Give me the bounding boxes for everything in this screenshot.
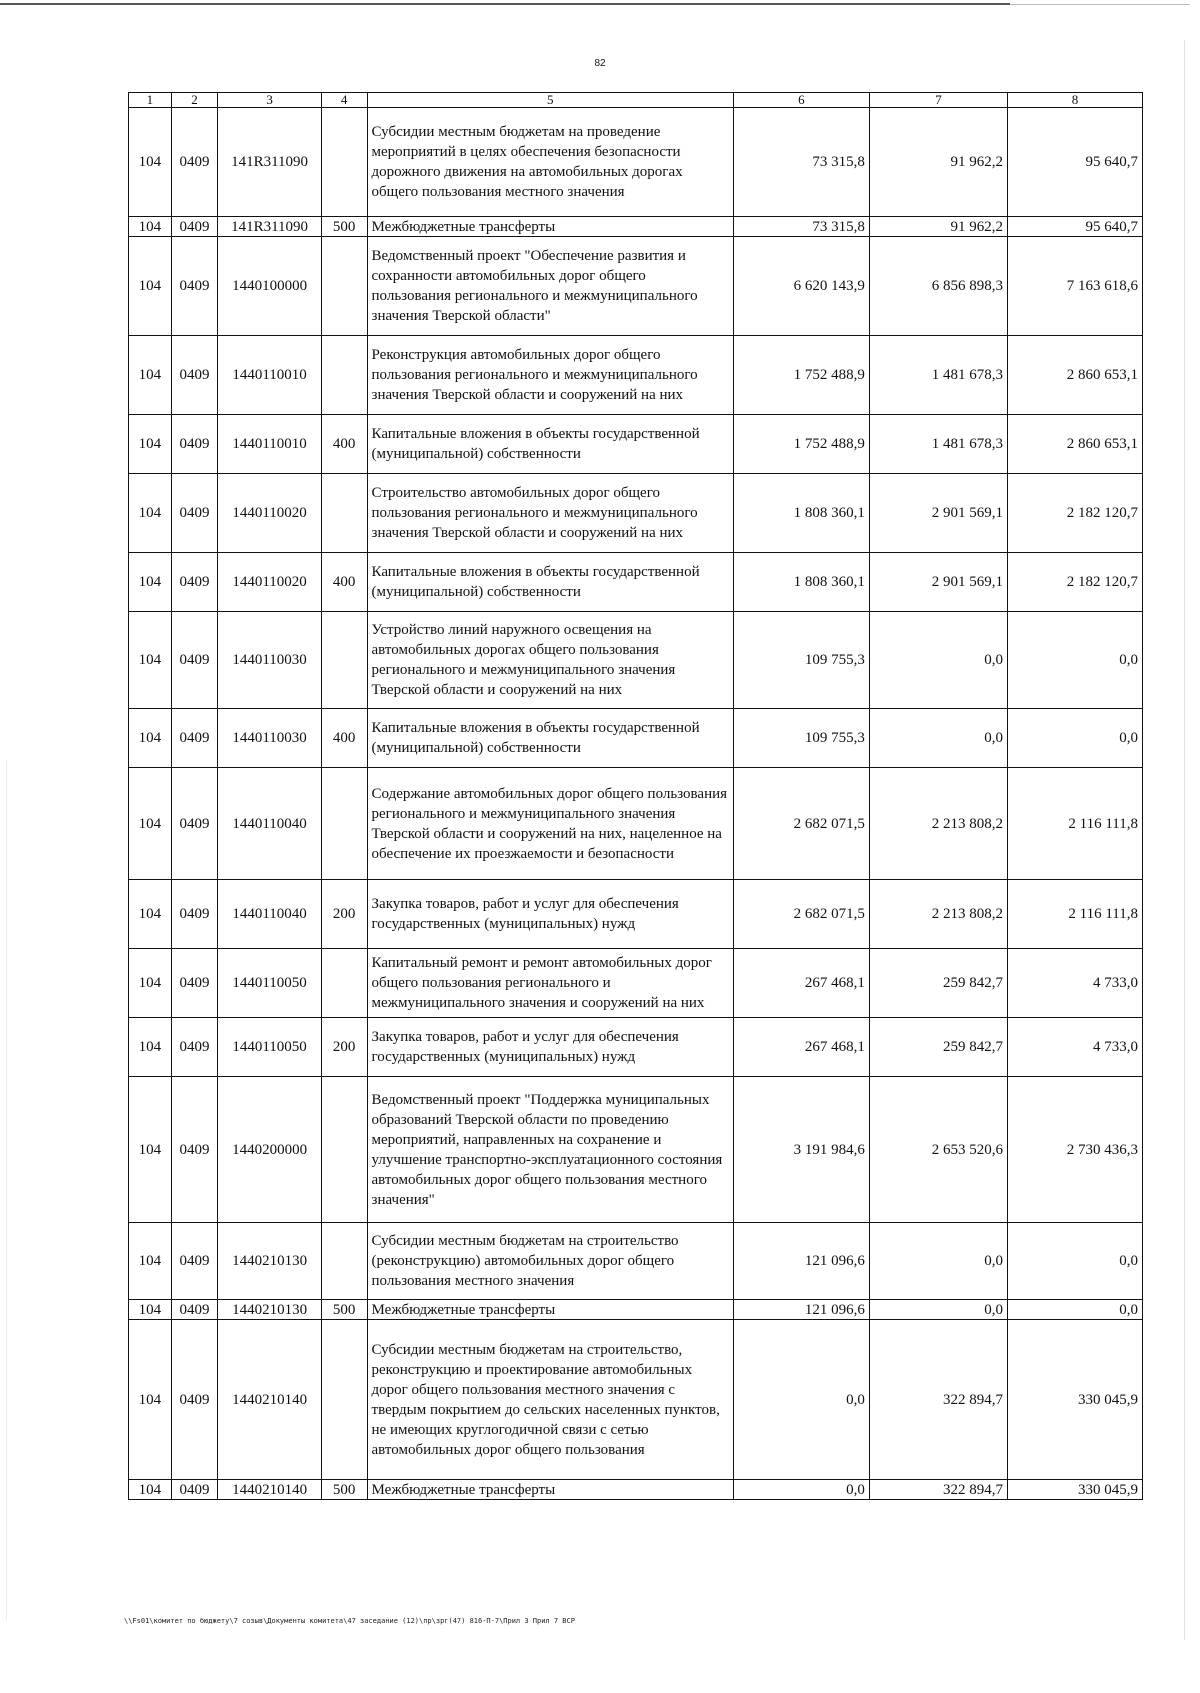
row-value7-cell: 2 901 569,1 [869,474,1007,553]
row-description-cell: Строительство автомобильных дорог общего пользования регионального и межмуниципального значения Тверской области и сооружений на них [367,474,733,553]
row-col2-cell: 0409 [171,612,218,709]
row-col2-cell: 0409 [171,415,218,474]
row-value6-cell: 1 752 488,9 [733,415,869,474]
row-col1-cell: 104 [129,1300,172,1320]
row-value8-cell: 2 860 653,1 [1007,336,1142,415]
row-code-cell: 1440210140 [218,1480,322,1500]
row-description-cell: Закупка товаров, работ и услуг для обеспечения государственных (муниципальных) нужд [367,1018,733,1077]
table-row [129,612,1143,709]
row-description-cell: Субсидии местным бюджетам на строительство (реконструкцию) автомобильных дорог общего пользования местного значения [367,1223,733,1300]
row-col1-cell: 104 [129,1018,172,1077]
row-type-cell: 400 [321,415,367,474]
row-value8-cell: 2 730 436,3 [1007,1077,1142,1223]
row-value8-cell: 2 860 653,1 [1007,415,1142,474]
row-code-cell: 1440110030 [218,612,322,709]
row-type-cell [321,1077,367,1223]
row-value6-cell: 6 620 143,9 [733,237,869,336]
row-value6-cell: 2 682 071,5 [733,880,869,949]
row-col2-cell: 0409 [171,553,218,612]
row-value6-cell: 121 096,6 [733,1300,869,1320]
row-col1-cell: 104 [129,1320,172,1480]
row-description-cell: Капитальные вложения в объекты государственной (муниципальной) собственности [367,415,733,474]
table-row [129,336,1143,415]
row-value6-cell: 121 096,6 [733,1223,869,1300]
header-cell: 2 [171,93,218,108]
row-col2-cell: 0409 [171,217,218,237]
row-description-cell: Субсидии местным бюджетам на проведение мероприятий в целях обеспечения безопасности дорожного движения на автомобильных дорогах общего пользования местного значения [367,108,733,217]
row-col1-cell: 104 [129,709,172,768]
header-cell: 8 [1007,93,1142,108]
row-col1-cell: 104 [129,415,172,474]
row-col2-cell: 0409 [171,108,218,217]
budget-table [128,92,1143,1500]
row-col1-cell: 104 [129,768,172,880]
row-value8-cell: 2 116 111,8 [1007,880,1142,949]
table-row [129,1018,1143,1077]
row-code-cell: 1440110010 [218,336,322,415]
row-col2-cell: 0409 [171,1320,218,1480]
row-value7-cell: 91 962,2 [869,217,1007,237]
table-row [129,237,1143,336]
row-value8-cell: 7 163 618,6 [1007,237,1142,336]
scan-top-border-faint [1010,4,1190,5]
header-cell: 3 [218,93,322,108]
scan-top-border [0,3,1010,5]
row-col2-cell: 0409 [171,709,218,768]
row-type-cell [321,336,367,415]
row-description-cell: Межбюджетные трансферты [367,1480,733,1500]
table-row [129,709,1143,768]
row-value7-cell: 0,0 [869,1223,1007,1300]
row-col2-cell: 0409 [171,336,218,415]
row-value7-cell: 1 481 678,3 [869,336,1007,415]
row-value7-cell: 1 481 678,3 [869,415,1007,474]
row-type-cell: 200 [321,1018,367,1077]
table-row [129,415,1143,474]
row-type-cell: 500 [321,1300,367,1320]
row-value8-cell: 330 045,9 [1007,1480,1142,1500]
row-value6-cell: 1 808 360,1 [733,553,869,612]
row-value7-cell: 91 962,2 [869,108,1007,217]
row-type-cell [321,1223,367,1300]
header-row [129,93,1143,108]
row-value8-cell: 2 182 120,7 [1007,553,1142,612]
row-code-cell: 1440110040 [218,880,322,949]
row-code-cell: 1440210140 [218,1320,322,1480]
table-row [129,1320,1143,1480]
table-row [129,949,1143,1018]
row-value7-cell: 0,0 [869,709,1007,768]
row-value6-cell: 1 752 488,9 [733,336,869,415]
row-code-cell: 1440210130 [218,1223,322,1300]
row-value6-cell: 2 682 071,5 [733,768,869,880]
row-description-cell: Устройство линий наружного освещения на автомобильных дорогах общего пользования регионального и межмуниципального значения Тверской области и сооружений на них [367,612,733,709]
row-value8-cell: 0,0 [1007,612,1142,709]
row-value7-cell: 2 213 808,2 [869,768,1007,880]
row-value8-cell: 2 116 111,8 [1007,768,1142,880]
row-value7-cell: 6 856 898,3 [869,237,1007,336]
row-col1-cell: 104 [129,880,172,949]
table-row [129,553,1143,612]
row-col1-cell: 104 [129,474,172,553]
row-value8-cell: 0,0 [1007,709,1142,768]
row-description-cell: Капитальный ремонт и ремонт автомобильных дорог общего пользования регионального и межмуниципального значения и сооружений на них [367,949,733,1018]
row-code-cell: 1440110020 [218,474,322,553]
row-col1-cell: 104 [129,1077,172,1223]
table-row [129,108,1143,217]
header-cell: 1 [129,93,172,108]
row-description-cell: Ведомственный проект "Обеспечение развития и сохранности автомобильных дорог общего пользования регионального и межмуниципального значения Тверской области" [367,237,733,336]
table-row [129,1077,1143,1223]
row-value7-cell: 259 842,7 [869,949,1007,1018]
row-value8-cell: 0,0 [1007,1223,1142,1300]
row-description-cell: Капитальные вложения в объекты государственной (муниципальной) собственности [367,553,733,612]
row-type-cell: 200 [321,880,367,949]
table-row [129,768,1143,880]
row-description-cell: Межбюджетные трансферты [367,1300,733,1320]
row-col1-cell: 104 [129,949,172,1018]
row-value7-cell: 2 901 569,1 [869,553,1007,612]
table-row [129,880,1143,949]
row-col1-cell: 104 [129,217,172,237]
row-value7-cell: 0,0 [869,1300,1007,1320]
row-value7-cell: 0,0 [869,612,1007,709]
row-description-cell: Закупка товаров, работ и услуг для обеспечения государственных (муниципальных) нужд [367,880,733,949]
row-col1-cell: 104 [129,237,172,336]
row-value8-cell: 95 640,7 [1007,108,1142,217]
row-type-cell [321,768,367,880]
row-col1-cell: 104 [129,1480,172,1500]
row-col1-cell: 104 [129,553,172,612]
row-col2-cell: 0409 [171,949,218,1018]
row-type-cell [321,237,367,336]
table-row [129,1300,1143,1320]
row-code-cell: 1440110020 [218,553,322,612]
scan-right-edge [1184,40,1185,1640]
row-type-cell: 400 [321,553,367,612]
row-value8-cell: 330 045,9 [1007,1320,1142,1480]
page-number: 82 [594,58,606,69]
row-col2-cell: 0409 [171,474,218,553]
row-value7-cell: 2 653 520,6 [869,1077,1007,1223]
row-value6-cell: 109 755,3 [733,612,869,709]
row-col2-cell: 0409 [171,880,218,949]
row-code-cell: 1440200000 [218,1077,322,1223]
row-value7-cell: 322 894,7 [869,1320,1007,1480]
row-value7-cell: 259 842,7 [869,1018,1007,1077]
row-description-cell: Реконструкция автомобильных дорог общего пользования регионального и межмуниципального значения Тверской области и сооружений на них [367,336,733,415]
row-description-cell: Межбюджетные трансферты [367,217,733,237]
row-col2-cell: 0409 [171,1018,218,1077]
row-code-cell: 1440110010 [218,415,322,474]
row-code-cell: 1440210130 [218,1300,322,1320]
row-value6-cell: 0,0 [733,1480,869,1500]
row-value8-cell: 4 733,0 [1007,1018,1142,1077]
row-value7-cell: 2 213 808,2 [869,880,1007,949]
row-description-cell: Содержание автомобильных дорог общего пользования регионального и межмуниципального значения Тверской области и сооружений на них, нацеленное на обеспечение их проезжаемости и безопасности [367,768,733,880]
row-value8-cell: 0,0 [1007,1300,1142,1320]
row-col2-cell: 0409 [171,237,218,336]
row-type-cell [321,1320,367,1480]
header-cell: 5 [367,93,733,108]
row-code-cell: 1440110050 [218,1018,322,1077]
row-code-cell: 1440110030 [218,709,322,768]
table-row [129,217,1143,237]
row-type-cell [321,474,367,553]
header-cell: 4 [321,93,367,108]
row-type-cell [321,108,367,217]
row-value6-cell: 73 315,8 [733,217,869,237]
row-type-cell [321,612,367,709]
row-col2-cell: 0409 [171,1480,218,1500]
row-code-cell: 1440110050 [218,949,322,1018]
row-code-cell: 1440110040 [218,768,322,880]
row-code-cell: 141R311090 [218,217,322,237]
footer-file-path: \\Fs01\комитет по бюджету\7 созыв\Документы комитета\47 заседание (12)\пр\зрг(47) 816-П-7\Прил 3 Прил 7 ВСР [124,1617,575,1625]
table-row [129,474,1143,553]
row-value6-cell: 267 468,1 [733,949,869,1018]
row-col1-cell: 104 [129,612,172,709]
row-value6-cell: 3 191 984,6 [733,1077,869,1223]
row-value6-cell: 267 468,1 [733,1018,869,1077]
row-description-cell: Субсидии местным бюджетам на строительство, реконструкцию и проектирование автомобильных дорог общего пользования местного значения с твердым покрытием до сельских населенных пунктов, не имеющих круглогодичной связи с сетью автомобильных дорог общего пользования [367,1320,733,1480]
row-value7-cell: 322 894,7 [869,1480,1007,1500]
row-type-cell [321,949,367,1018]
row-value8-cell: 95 640,7 [1007,217,1142,237]
header-cell: 6 [733,93,869,108]
table-row [129,1480,1143,1500]
row-value8-cell: 2 182 120,7 [1007,474,1142,553]
row-col2-cell: 0409 [171,1300,218,1320]
row-value8-cell: 4 733,0 [1007,949,1142,1018]
row-col1-cell: 104 [129,1223,172,1300]
row-description-cell: Капитальные вложения в объекты государственной (муниципальной) собственности [367,709,733,768]
row-col2-cell: 0409 [171,768,218,880]
row-col1-cell: 104 [129,108,172,217]
row-type-cell: 500 [321,217,367,237]
scan-left-edge [6,760,7,1620]
row-value6-cell: 1 808 360,1 [733,474,869,553]
row-col1-cell: 104 [129,336,172,415]
header-cell: 7 [869,93,1007,108]
row-code-cell: 141R311090 [218,108,322,217]
row-value6-cell: 0,0 [733,1320,869,1480]
row-value6-cell: 109 755,3 [733,709,869,768]
row-value6-cell: 73 315,8 [733,108,869,217]
row-code-cell: 1440100000 [218,237,322,336]
row-col2-cell: 0409 [171,1077,218,1223]
row-col2-cell: 0409 [171,1223,218,1300]
row-type-cell: 500 [321,1480,367,1500]
table-row [129,1223,1143,1300]
row-description-cell: Ведомственный проект "Поддержка муниципальных образований Тверской области по проведению мероприятий, направленных на сохранение и улучшение транспортно-эксплуатационного состояния автомобильных дорог общего пользования местного значения" [367,1077,733,1223]
row-type-cell: 400 [321,709,367,768]
